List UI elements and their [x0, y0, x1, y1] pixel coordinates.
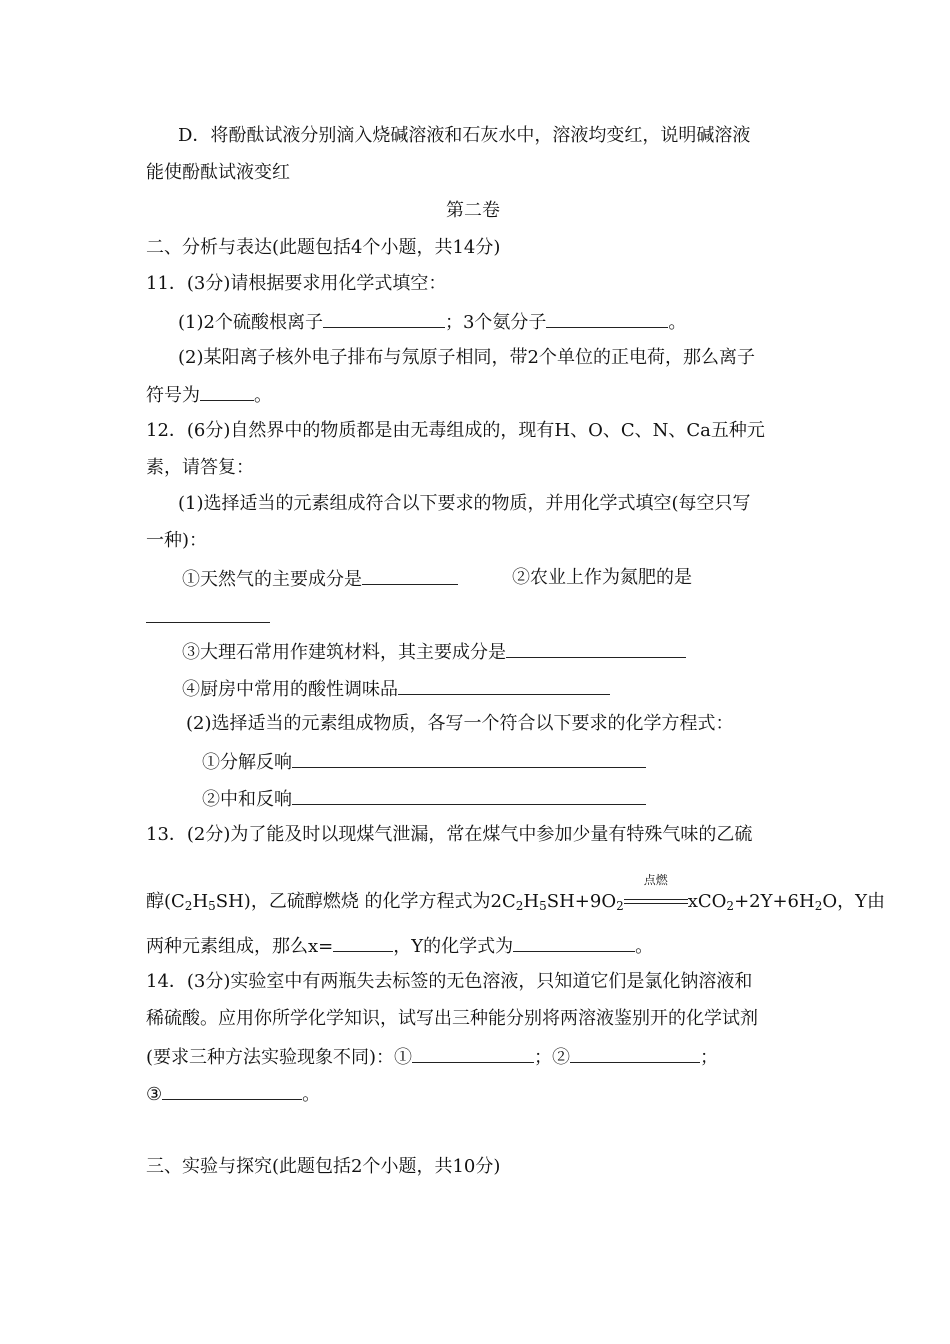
answer-blank-reagent-1[interactable] [412, 1044, 534, 1063]
q12-item1-label: ①天然气的主要成分是 [182, 569, 362, 590]
answer-blank-marble[interactable] [506, 639, 686, 658]
q13-line2 [146, 873, 885, 918]
q11-part1 [178, 309, 686, 335]
q12-item3 [182, 639, 686, 665]
answer-blank-natural-gas[interactable] [362, 566, 458, 585]
q14-line1: 14．(3分)实验室中有两瓶失去标签的无色溶液，只知道它们是氯化钠溶液和 [146, 971, 753, 992]
answer-blank-sulfate-ions[interactable] [323, 309, 445, 328]
q13-text: 醇(C [146, 891, 185, 912]
q11-part2-label: 符号为 [146, 385, 200, 406]
q12-eq1 [202, 749, 646, 775]
q10-option-d-line1: D．将酚酞试液分别滴入烧碱溶液和石灰水中，溶液均变红，说明碱溶液 [178, 125, 751, 146]
answer-blank-y-formula[interactable] [513, 933, 635, 952]
answer-blank-nitrogen-fertilizer[interactable] [146, 622, 270, 623]
subscript: 5 [539, 899, 547, 913]
answer-blank-x-value[interactable] [333, 933, 393, 952]
q14-line3-end: ； [700, 1047, 719, 1068]
q13-line3 [146, 933, 653, 959]
q11-stem: 11．(3分)请根据要求用化学式填空： [146, 273, 447, 294]
q12-stem-line1: 12．(6分)自然界中的物质都是由无毒组成的，现有H、O、C、N、Ca五种元 [146, 420, 765, 441]
section-title: 第二卷 [446, 200, 500, 221]
reaction-equals-sign [624, 873, 688, 914]
q14-line3 [146, 1044, 718, 1070]
q14-line3-label-a: (要求三种方法实验现象不同)：① [146, 1047, 413, 1068]
q13-text: xCO [687, 891, 727, 912]
q12-item4 [182, 676, 610, 702]
q14-line4-end: 。 [302, 1084, 321, 1105]
q13-text: +2Y+6H [734, 891, 815, 912]
answer-blank-decomposition-equation[interactable] [292, 749, 646, 768]
subscript: 2 [515, 899, 524, 913]
answer-blank-ammonia[interactable] [546, 309, 668, 328]
q12-part2: (2)选择适当的元素组成物质，各写一个符合以下要求的化学方程式： [186, 713, 734, 734]
q13-line3-label-a: 两种元素组成，那么x= [146, 936, 334, 957]
q12-item4-label: ④厨房中常用的酸性调味品 [182, 679, 398, 700]
q12-part1-line2: 一种)： [146, 530, 208, 551]
subscript: 2 [726, 899, 735, 913]
q13-line3-end: 。 [635, 936, 654, 957]
answer-blank-reagent-2[interactable] [570, 1044, 700, 1063]
q12-eq1-label: ①分解反响 [202, 752, 292, 773]
subscript: 2 [616, 899, 624, 913]
answer-blank-ion-symbol[interactable] [200, 382, 254, 401]
q12-part1-line1: (1)选择适当的元素组成符合以下要求的物质，并用化学式填空(每空只写 [178, 493, 751, 514]
subscript: 2 [814, 899, 823, 913]
q13-text: H [523, 891, 540, 912]
q12-item1 [182, 566, 458, 592]
part3-heading: 三、实验与探究(此题包括2个小题，共10分) [146, 1156, 501, 1177]
q13-text: SH+9O [546, 891, 617, 912]
q14-line3-label-b: ；② [534, 1047, 571, 1068]
q12-eq2 [202, 786, 646, 812]
answer-blank-reagent-3[interactable] [162, 1081, 302, 1100]
q14-line2: 稀硫酸。应用你所学化学知识，试写出三种能分别将两溶液鉴别开的化学试剂 [146, 1008, 758, 1029]
answer-blank-neutralization-equation[interactable] [292, 786, 646, 805]
q11-part1-label-b: ；3个氨分子 [444, 312, 547, 333]
q13-line3-label-b: ，Y的化学式为 [393, 936, 514, 957]
answer-blank-acid-seasoning[interactable] [398, 676, 610, 695]
q11-part1-end: 。 [668, 312, 687, 333]
q11-part2-end: 。 [254, 385, 272, 406]
q12-item3-label: ③大理石常用作建筑材料，其主要成分是 [182, 642, 506, 663]
q13-text: SH)，乙硫醇燃烧 的化学方程式为2C [215, 891, 516, 912]
q11-part1-label-a: (1)2个硫酸根离子 [178, 312, 323, 333]
subscript: 5 [208, 899, 216, 913]
q13-text: O，Y由 [822, 891, 885, 912]
q11-part2-line2 [146, 382, 272, 408]
reaction-condition-ignite: 点燃 [643, 873, 668, 887]
q12-eq2-label: ②中和反响 [202, 789, 292, 810]
q14-line4-label: ③ [146, 1084, 163, 1105]
q13-line1: 13．(2分)为了能及时以现煤气泄漏，常在煤气中参加少量有特殊气味的乙硫 [146, 824, 753, 845]
subscript: 2 [184, 899, 193, 913]
q11-part2-line1: (2)某阳离子核外电子排布与氖原子相同，带2个单位的正电荷，那么离子 [178, 347, 755, 368]
q12-item2: ②农业上作为氮肥的是 [512, 567, 692, 588]
q13-text: H [192, 891, 209, 912]
part2-heading: 二、分析与表达(此题包括4个小题，共14分) [146, 237, 501, 258]
q10-option-d-line2: 能使酚酞试液变红 [146, 162, 290, 183]
q12-stem-line2: 素，请答复： [146, 457, 254, 478]
q14-line4 [146, 1081, 320, 1107]
